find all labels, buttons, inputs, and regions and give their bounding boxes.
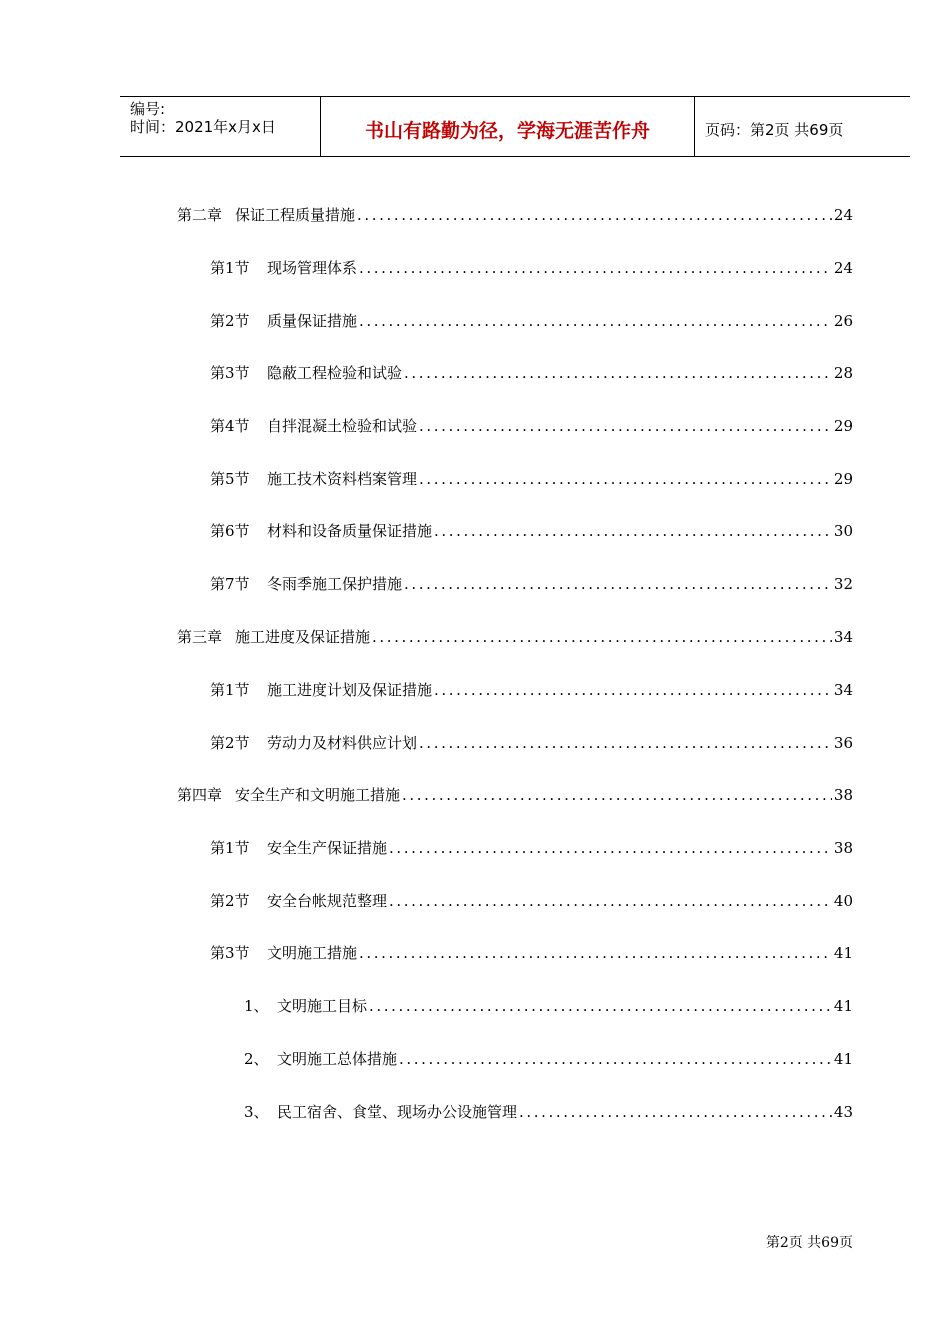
toc-entry-page: 32 (833, 575, 853, 593)
toc-entry-title: 现场管理体系 (267, 259, 358, 277)
toc-entry[interactable] (210, 312, 853, 330)
toc-leader-dots (434, 522, 832, 540)
toc-entry[interactable] (177, 628, 853, 646)
toc-entry-title: 质量保证措施 (267, 312, 358, 330)
toc-entry-label: 2、 (244, 1050, 269, 1068)
toc-entry-title: 施工进度及保证措施 (235, 628, 371, 646)
toc-entry-title: 安全生产和文明施工措施 (235, 786, 401, 804)
toc-leader-dots (399, 1050, 832, 1068)
toc-entry-title: 劳动力及材料供应计划 (267, 734, 418, 752)
toc-entry[interactable] (210, 944, 853, 962)
toc-entry-title: 冬雨季施工保护措施 (267, 575, 403, 593)
toc-entry-title: 安全生产保证措施 (267, 839, 388, 857)
toc-entry-label: 第2节 (210, 734, 250, 752)
toc-entry[interactable] (177, 786, 853, 804)
toc-entry-page: 38 (833, 839, 853, 857)
toc-entry-title: 隐蔽工程检验和试验 (267, 364, 403, 382)
toc-entry-label: 第二章 (177, 206, 223, 224)
header-motto-cell (321, 97, 695, 156)
toc-leader-dots (419, 417, 832, 435)
toc-entry-page: 34 (833, 628, 853, 646)
toc-entry-title: 施工技术资料档案管理 (267, 470, 418, 488)
toc-entry-page: 26 (833, 312, 853, 330)
toc-entry-page: 40 (833, 892, 853, 910)
toc-entry[interactable] (244, 1103, 853, 1121)
toc-leader-dots (419, 734, 832, 752)
toc-entry-label: 第7节 (210, 575, 250, 593)
toc-entry[interactable] (210, 839, 853, 857)
toc-leader-dots (519, 1103, 832, 1121)
toc-leader-dots (359, 944, 832, 962)
header-page-cell (695, 97, 910, 156)
toc-entry-page: 43 (833, 1103, 853, 1121)
toc-entry-title: 自拌混凝土检验和试验 (267, 417, 418, 435)
toc-entry-label: 第三章 (177, 628, 223, 646)
header-info-cell (120, 97, 321, 156)
toc-leader-dots (372, 628, 832, 646)
toc-entry[interactable] (210, 892, 853, 910)
page-footer-number: 第2页 共69页 (765, 1235, 853, 1251)
document-time-label: 时间：2021年x月x日 (130, 118, 276, 136)
page-header (120, 96, 910, 157)
toc-leader-dots (359, 312, 832, 330)
toc-entry-label: 第4节 (210, 417, 250, 435)
toc-entry-page: 30 (833, 522, 853, 540)
toc-leader-dots (357, 206, 832, 224)
toc-entry[interactable] (210, 259, 853, 277)
toc-entry[interactable] (210, 364, 853, 382)
toc-entry-page: 24 (833, 259, 853, 277)
toc-entry-label: 第1节 (210, 839, 250, 857)
toc-entry-title: 施工进度计划及保证措施 (267, 681, 433, 699)
toc-leader-dots (389, 892, 832, 910)
toc-entry[interactable] (210, 417, 853, 435)
header-page-number: 页码：第2页 共69页 (705, 121, 844, 139)
toc-entry-page: 29 (833, 470, 853, 488)
toc-entry-label: 第1节 (210, 259, 250, 277)
toc-entry[interactable] (210, 522, 853, 540)
toc-leader-dots (419, 470, 832, 488)
toc-leader-dots (369, 997, 832, 1015)
header-motto: 书山有路勤为径，学海无涯苦作舟 (364, 120, 650, 142)
toc-entry-label: 第2节 (210, 312, 250, 330)
toc-entry[interactable] (210, 734, 853, 752)
toc-leader-dots (402, 786, 832, 804)
toc-entry-label: 第5节 (210, 470, 250, 488)
toc-entry-title: 文明施工措施 (267, 944, 358, 962)
document-number-label: 编号: (130, 100, 166, 118)
toc-leader-dots (434, 681, 832, 699)
toc-leader-dots (404, 364, 832, 382)
toc-leader-dots (404, 575, 832, 593)
toc-entry-title: 文明施工目标 (277, 997, 368, 1015)
toc-entry-label: 1、 (244, 997, 269, 1015)
toc-entry-page: 36 (833, 734, 853, 752)
toc-entry-label: 3、 (244, 1103, 269, 1121)
toc-entry-label: 第3节 (210, 364, 250, 382)
toc-entry-label: 第四章 (177, 786, 223, 804)
toc-entry-label: 第2节 (210, 892, 250, 910)
toc-entry-page: 28 (833, 364, 853, 382)
toc-entry-page: 24 (833, 206, 853, 224)
toc-leader-dots (359, 259, 832, 277)
toc-entry[interactable] (210, 681, 853, 699)
toc-entry-title: 民工宿舍、食堂、现场办公设施管理 (277, 1103, 518, 1121)
toc-entry-label: 第1节 (210, 681, 250, 699)
toc-entry-label: 第3节 (210, 944, 250, 962)
toc-entry-page: 41 (833, 1050, 853, 1068)
toc-entry-page: 38 (833, 786, 853, 804)
toc-entry-page: 41 (833, 997, 853, 1015)
toc-entry[interactable] (244, 1050, 853, 1068)
toc-entry-title: 安全台帐规范整理 (267, 892, 388, 910)
toc-entry-page: 29 (833, 417, 853, 435)
toc-entry[interactable] (244, 997, 853, 1015)
toc-entry-title: 材料和设备质量保证措施 (267, 522, 433, 540)
toc-entry-title: 保证工程质量措施 (235, 206, 356, 224)
toc-entry-title: 文明施工总体措施 (277, 1050, 398, 1068)
toc-entry[interactable] (177, 206, 853, 224)
toc-entry[interactable] (210, 575, 853, 593)
toc-entry-label: 第6节 (210, 522, 250, 540)
toc-entry[interactable] (210, 470, 853, 488)
toc-entry-page: 34 (833, 681, 853, 699)
toc-leader-dots (389, 839, 832, 857)
toc-entry-page: 41 (833, 944, 853, 962)
